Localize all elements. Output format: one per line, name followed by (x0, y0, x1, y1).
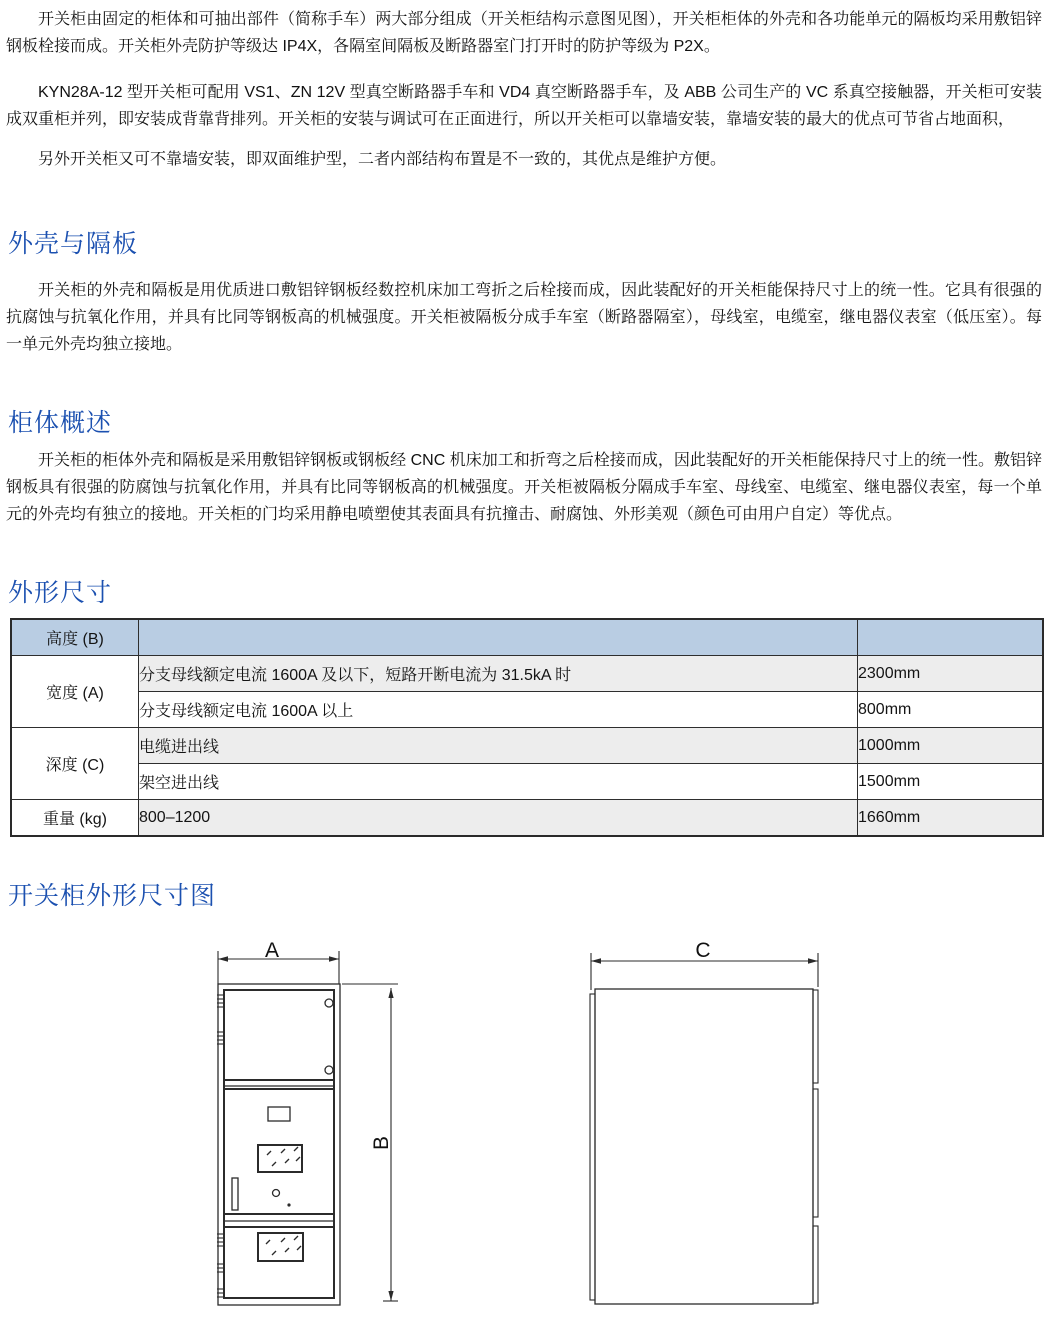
table-header-value-cell (858, 619, 1044, 656)
intro-paragraph-3: 另外开关柜又可不靠墙安装，即双面维护型，二者内部结构布置是不一致的，其优点是维护方便。 (38, 151, 727, 168)
table-cell-desc: 分支母线额定电流 1600A 及以下，短路开断电流为 31.5kA 时 (139, 656, 858, 692)
table-cell-desc: 电缆进出线 (139, 728, 858, 764)
table-cell-desc: 分支母线额定电流 1600A 以上 (139, 692, 858, 728)
dimensions-table (10, 618, 1044, 837)
side-door-strip-bottom (813, 1226, 818, 1303)
dimension-b (342, 984, 398, 1301)
table-cell-value: 1660mm (858, 800, 1044, 837)
heading-cabinet-overview: 柜体概述 (8, 409, 113, 437)
heading-shell-and-partition: 外壳与隔板 (8, 230, 139, 258)
table-group-weight-label: 重量 (kg) (11, 800, 139, 837)
table-header-row (11, 619, 1043, 656)
lock-hole (273, 1190, 280, 1197)
intro-paragraph-1: 开关柜由固定的柜体和可抽出部件（简称手车）两大部分组成（开关柜结构示意图见图），开关柜柜体的外壳和各功能单元的隔板均采用敷铝锌钢板栓接而成。开关柜外壳防护等级达 IP4X，各隔室间隔板及断路器室门打开时的防护等级为 P2X。 (6, 11, 1042, 55)
table-row (11, 656, 1043, 692)
shell-paragraph: 开关柜的外壳和隔板是用优质进口敷铝锌钢板经数控机床加工弯折之后栓接而成，因此装配好的开关柜能保持尺寸上的统一性。它具有很强的抗腐蚀与抗氧化作用，并具有比同等钢板高的机械强度。开关柜被隔板分成手车室（断路器隔室），母线室，电缆室，继电器仪表室（低压室）。每一单元外壳均独立接地。 (6, 282, 1042, 353)
table-row (11, 800, 1043, 837)
table-group-width-label: 宽度 (A) (11, 656, 139, 728)
dimension-label-b: B (370, 1135, 393, 1151)
table-row (11, 764, 1043, 800)
dimension-label-a: A (264, 939, 280, 962)
intro-paragraph-2: KYN28A-12 型开关柜可配用 VS1、ZN 12V 型真空断路器手车和 VD4 真空断路器手车，及 ABB 公司生产的 VC 系真空接触器，开关柜可安装成双重柜并列，即安装成背靠背排列。开关柜的安装与调试可在正面进行，所以开关柜可以靠墙安装，靠墙安装的最大的优点可节省占地面积， (6, 84, 1042, 128)
side-rear-panel-strip (590, 994, 595, 1300)
door-handle-slot (232, 1178, 238, 1210)
inspection-window-middle (258, 1145, 302, 1172)
side-body (595, 989, 813, 1304)
table-cell-value: 1000mm (858, 728, 1044, 764)
table-cell-value: 1500mm (858, 764, 1044, 800)
table-cell-value: 2300mm (858, 656, 1044, 692)
cabinet-front-view (217, 939, 398, 1305)
heading-outline-dimensions: 外形尺寸 (8, 579, 113, 607)
cabinet-paragraph: 开关柜的柜体外壳和隔板是采用敷铝锌钢板或钢板经 CNC 机床加工和折弯之后栓接而成，因此装配好的开关柜能保持尺寸上的统一性。敷铝锌钢板具有很强的防腐蚀与抗氧化作用，并具有比同等钢板高的机械强度。开关柜被隔板分隔成手车室、母线室、电缆室、继电器仪表室，每一个单元的外壳均有独立的接地。开关柜的门均采用静电喷塑使其表面具有抗撞击、耐腐蚀、外形美观（颜色可由用户自定）等优点。 (6, 452, 1042, 523)
table-cell-value: 800mm (858, 692, 1044, 728)
table-row (11, 728, 1043, 764)
side-door-strip-middle (813, 1089, 818, 1217)
outline-dimension-drawing (0, 935, 1050, 1320)
dimension-label-c: C (695, 939, 711, 962)
table-header-desc-cell (139, 619, 858, 656)
table-group-depth-label: 深度 (C) (11, 728, 139, 800)
door-knob-top (325, 999, 333, 1007)
inspection-window-bottom (258, 1233, 303, 1261)
table-row (11, 692, 1043, 728)
nameplate (268, 1107, 290, 1121)
table-header-height-label: 高度 (B) (11, 619, 139, 656)
table-cell-desc: 架空进出线 (139, 764, 858, 800)
side-door-strip-top (813, 990, 818, 1083)
cabinet-side-view (590, 939, 818, 1304)
door-knob-bottom (325, 1066, 333, 1074)
dimension-a (218, 939, 339, 984)
heading-dimension-drawing: 开关柜外形尺寸图 (8, 882, 217, 910)
table-cell-desc: 800–1200 (139, 800, 858, 837)
indicator-dot (287, 1203, 290, 1206)
dimension-c (591, 939, 818, 990)
